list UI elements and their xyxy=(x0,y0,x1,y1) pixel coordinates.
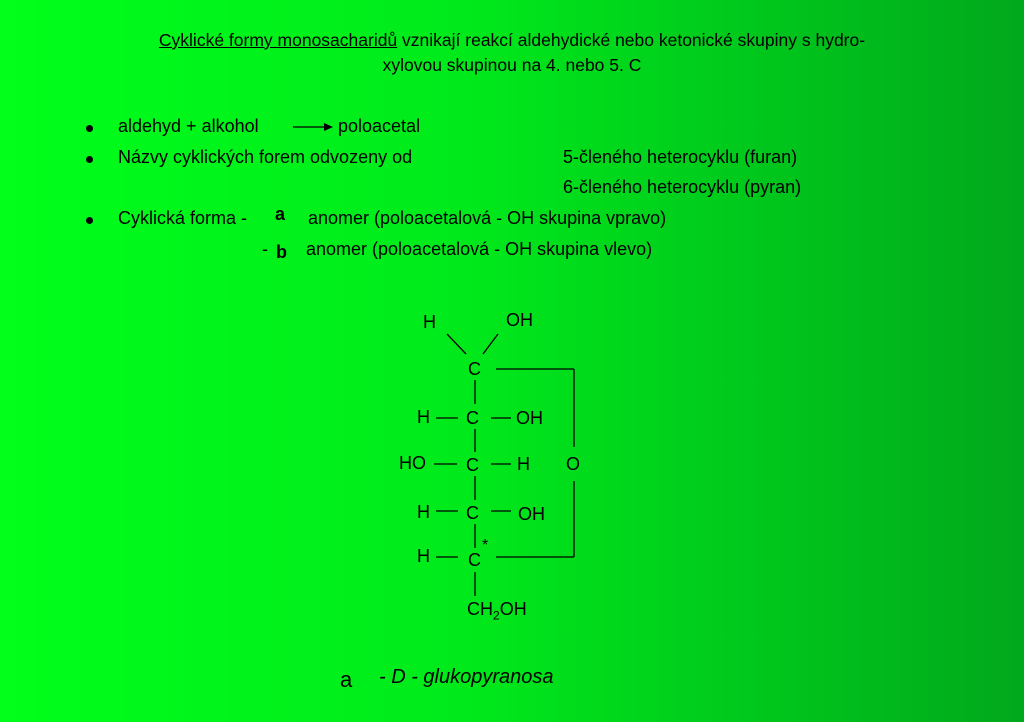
c4-label: C xyxy=(466,503,479,523)
caption-alpha: a xyxy=(340,667,353,692)
c1-label: C xyxy=(468,359,481,379)
c3-label: C xyxy=(466,455,479,475)
bullet1-right: poloacetal xyxy=(338,116,421,136)
c3-h-label: H xyxy=(517,454,530,474)
c1-oh-label: OH xyxy=(506,310,533,330)
caption-name: - D - glukopyranosa xyxy=(379,666,554,688)
c2-oh-label: OH xyxy=(516,408,543,428)
c2-h-label: H xyxy=(417,407,430,427)
title-underlined: Cyklické formy monosacharidů xyxy=(158,30,398,50)
bullet1-left: aldehyd + alkohol xyxy=(118,116,259,136)
alpha-anomer-text: anomer (poloacetalová - OH skupina vpravo) xyxy=(308,208,667,228)
beta-dash: - xyxy=(262,239,268,259)
bullet2-left: Názvy cyklických forem odvozeny od xyxy=(118,147,413,167)
c4-oh-label: OH xyxy=(518,504,545,524)
beta-anomer-text: anomer (poloacetalová - OH skupina vlevo) xyxy=(306,239,653,259)
bullet2-furan: 5-členého heterocyklu (furan) xyxy=(563,147,798,167)
slide-title-line2: xylovou skupinou na 4. nebo 5. C xyxy=(382,55,642,75)
c1-h-label: H xyxy=(423,312,436,332)
c6-subscript: 2 xyxy=(493,608,500,623)
title-rest: vznikají reakcí aldehydické nebo ketonické skupiny s hydro- xyxy=(397,30,866,50)
c5-label: C xyxy=(468,550,481,570)
chiral-star: * xyxy=(482,537,489,554)
bullet2-pyran: 6-členého heterocyklu (pyran) xyxy=(563,177,802,197)
bullet3-prefix: Cyklická forma - xyxy=(118,208,248,228)
c6-ch: CH xyxy=(467,599,493,619)
c5-h-label: H xyxy=(417,546,430,566)
beta-symbol: b xyxy=(276,242,287,262)
c2-label: C xyxy=(466,408,479,428)
c6-label xyxy=(467,599,527,623)
alpha-symbol: a xyxy=(275,204,286,224)
c4-h-label: H xyxy=(417,502,430,522)
ring-oxygen-label: O xyxy=(566,454,581,474)
c6-oh: OH xyxy=(499,599,527,619)
c3-ho-label: HO xyxy=(399,453,426,473)
